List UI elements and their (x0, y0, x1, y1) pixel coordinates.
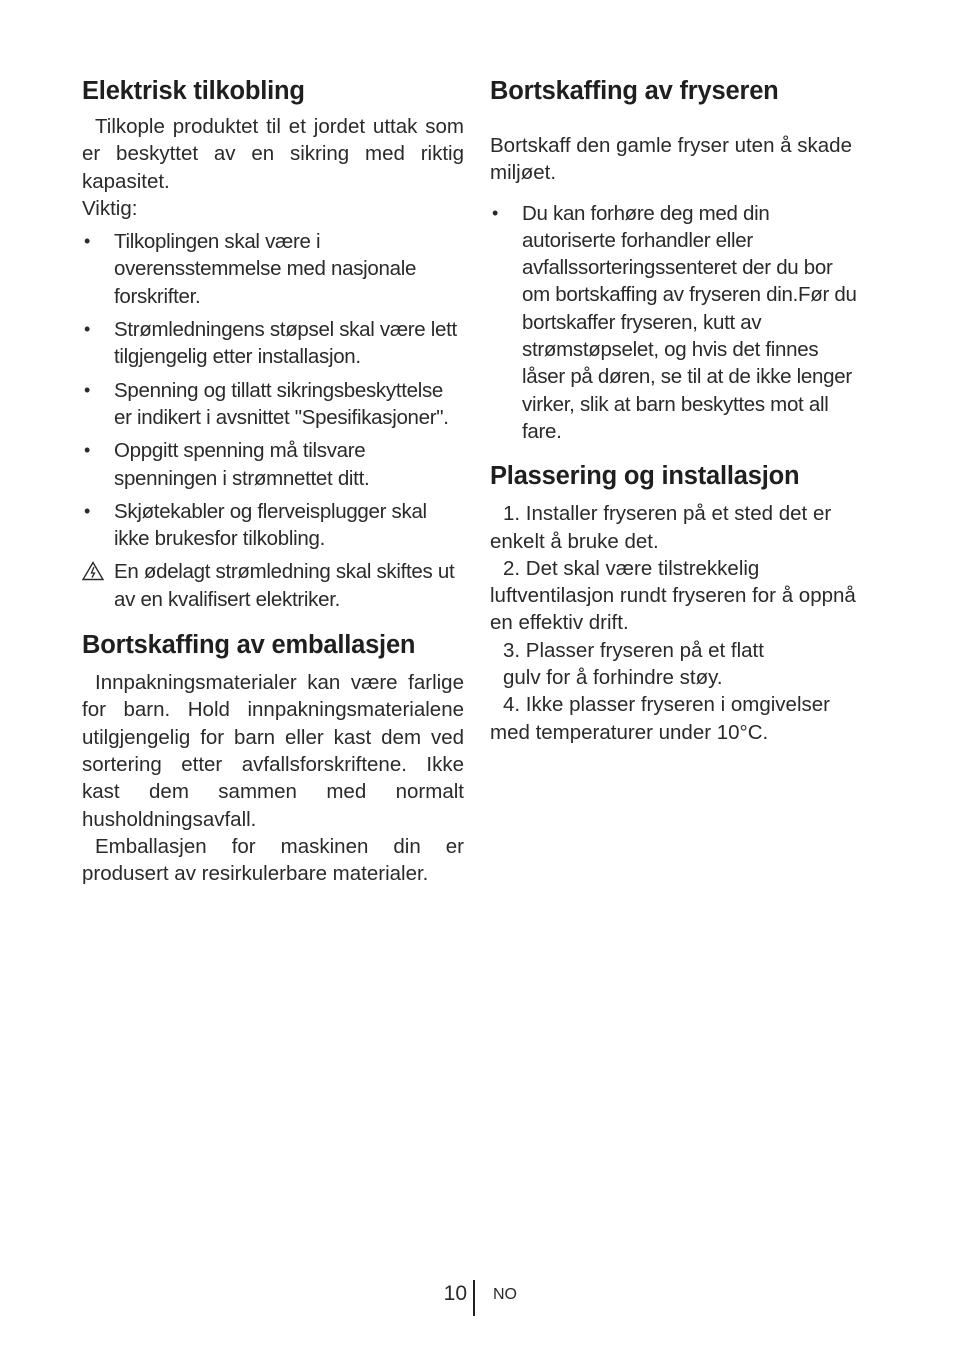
placement-step-2: 2. Det skal være tilstrekkelig luftventilasjon rundt fryseren for å oppnå en effektiv drift. (490, 556, 856, 635)
page-number: 10 (443, 1282, 467, 1305)
section-electric-connection (82, 72, 464, 613)
placement-step-1: 1. Installer fryseren på et sted det er enkelt å bruke det. (490, 502, 832, 553)
heading-placement-installation: Plassering og installasjon (490, 462, 800, 491)
warning-text: En ødelagt strømledning skal skiftes ut av en kvalifisert elektriker. (114, 560, 455, 611)
bullet-icon: • (84, 231, 91, 252)
placement-step-4: 4. Ikke plasser fryseren i omgivelser med temperaturer under 10°C. (490, 693, 830, 744)
bullet-icon: • (492, 202, 499, 223)
language-code: NO (493, 1286, 517, 1303)
bullet-icon: • (84, 319, 91, 340)
list-item: • Du kan forhøre deg med din autoriserte forhandler eller avfallssorteringssenteret der du bor om bortskaffing av fryseren din.Før du bortskaffer fryseren, kutt av strømstøpselet, og hvis det finnes låser på døren, se til at de ikke lenger virker, slik at barn beskyttes mot all fare. (492, 201, 857, 443)
section-freezer-disposal (490, 72, 862, 445)
heading-packaging-disposal: Bortskaffing av emballasjen (82, 631, 416, 660)
electric-bullet-list (82, 228, 464, 552)
page-footer (0, 1280, 954, 1316)
bullet-icon: • (84, 440, 91, 461)
freezer-disposal-bullet-list (490, 200, 862, 446)
list-item: • Strømledningens støpsel skal være lett tilgjengelig etter installasjon. (84, 318, 457, 369)
list-item: • Tilkoplingen skal være i overensstemmelse med nasjonale forskrifter. (84, 230, 417, 308)
section-packaging-disposal (82, 626, 464, 887)
placement-list (490, 500, 862, 746)
right-column (490, 72, 862, 746)
packaging-paragraph-2: Emballasjen for maskinen din er produsert av resirkulerbare materialer. (82, 834, 464, 886)
electric-intro: Tilkople produktet til et jordet uttak som er beskyttet av en sikring med riktig kapasitet. (82, 115, 464, 193)
list-item: • Spenning og tillatt sikringsbeskyttelse er indikert i avsnittet "Spesifikasjoner". (84, 378, 449, 429)
placement-step-3: 3. Plasser fryseren på et flatt gulv for å forhindre støy. (503, 638, 764, 690)
bullet-icon: • (84, 379, 91, 400)
list-item: • Skjøtekabler og flerveisplugger skal ikke brukesfor tilkobling. (84, 499, 427, 551)
heading-electric-connection: Elektrisk tilkobling (82, 77, 305, 105)
packaging-paragraph-1: Innpakningsmaterialer kan være farlige for barn. Hold innpakningsmaterialene utilgjengelig for barn eller kast dem ved sortering etter avfallsforskriftene. Ikke kast dem sammen med normalt husholdningsavfall. (82, 671, 464, 831)
freezer-disposal-intro: Bortskaff den gamle fryser uten å skade miljøet. (490, 134, 852, 185)
warning-triangle-icon (82, 561, 104, 581)
important-label: Viktig: (82, 196, 138, 220)
bullet-icon: • (84, 500, 91, 521)
heading-freezer-disposal: Bortskaffing av fryseren (490, 77, 779, 105)
section-placement-installation (490, 457, 862, 746)
warning-note (82, 558, 464, 613)
left-column (82, 72, 464, 887)
footer-divider (473, 1280, 475, 1316)
list-item: • Oppgitt spenning må tilsvare spenningen i strømnettet ditt. (84, 439, 370, 490)
